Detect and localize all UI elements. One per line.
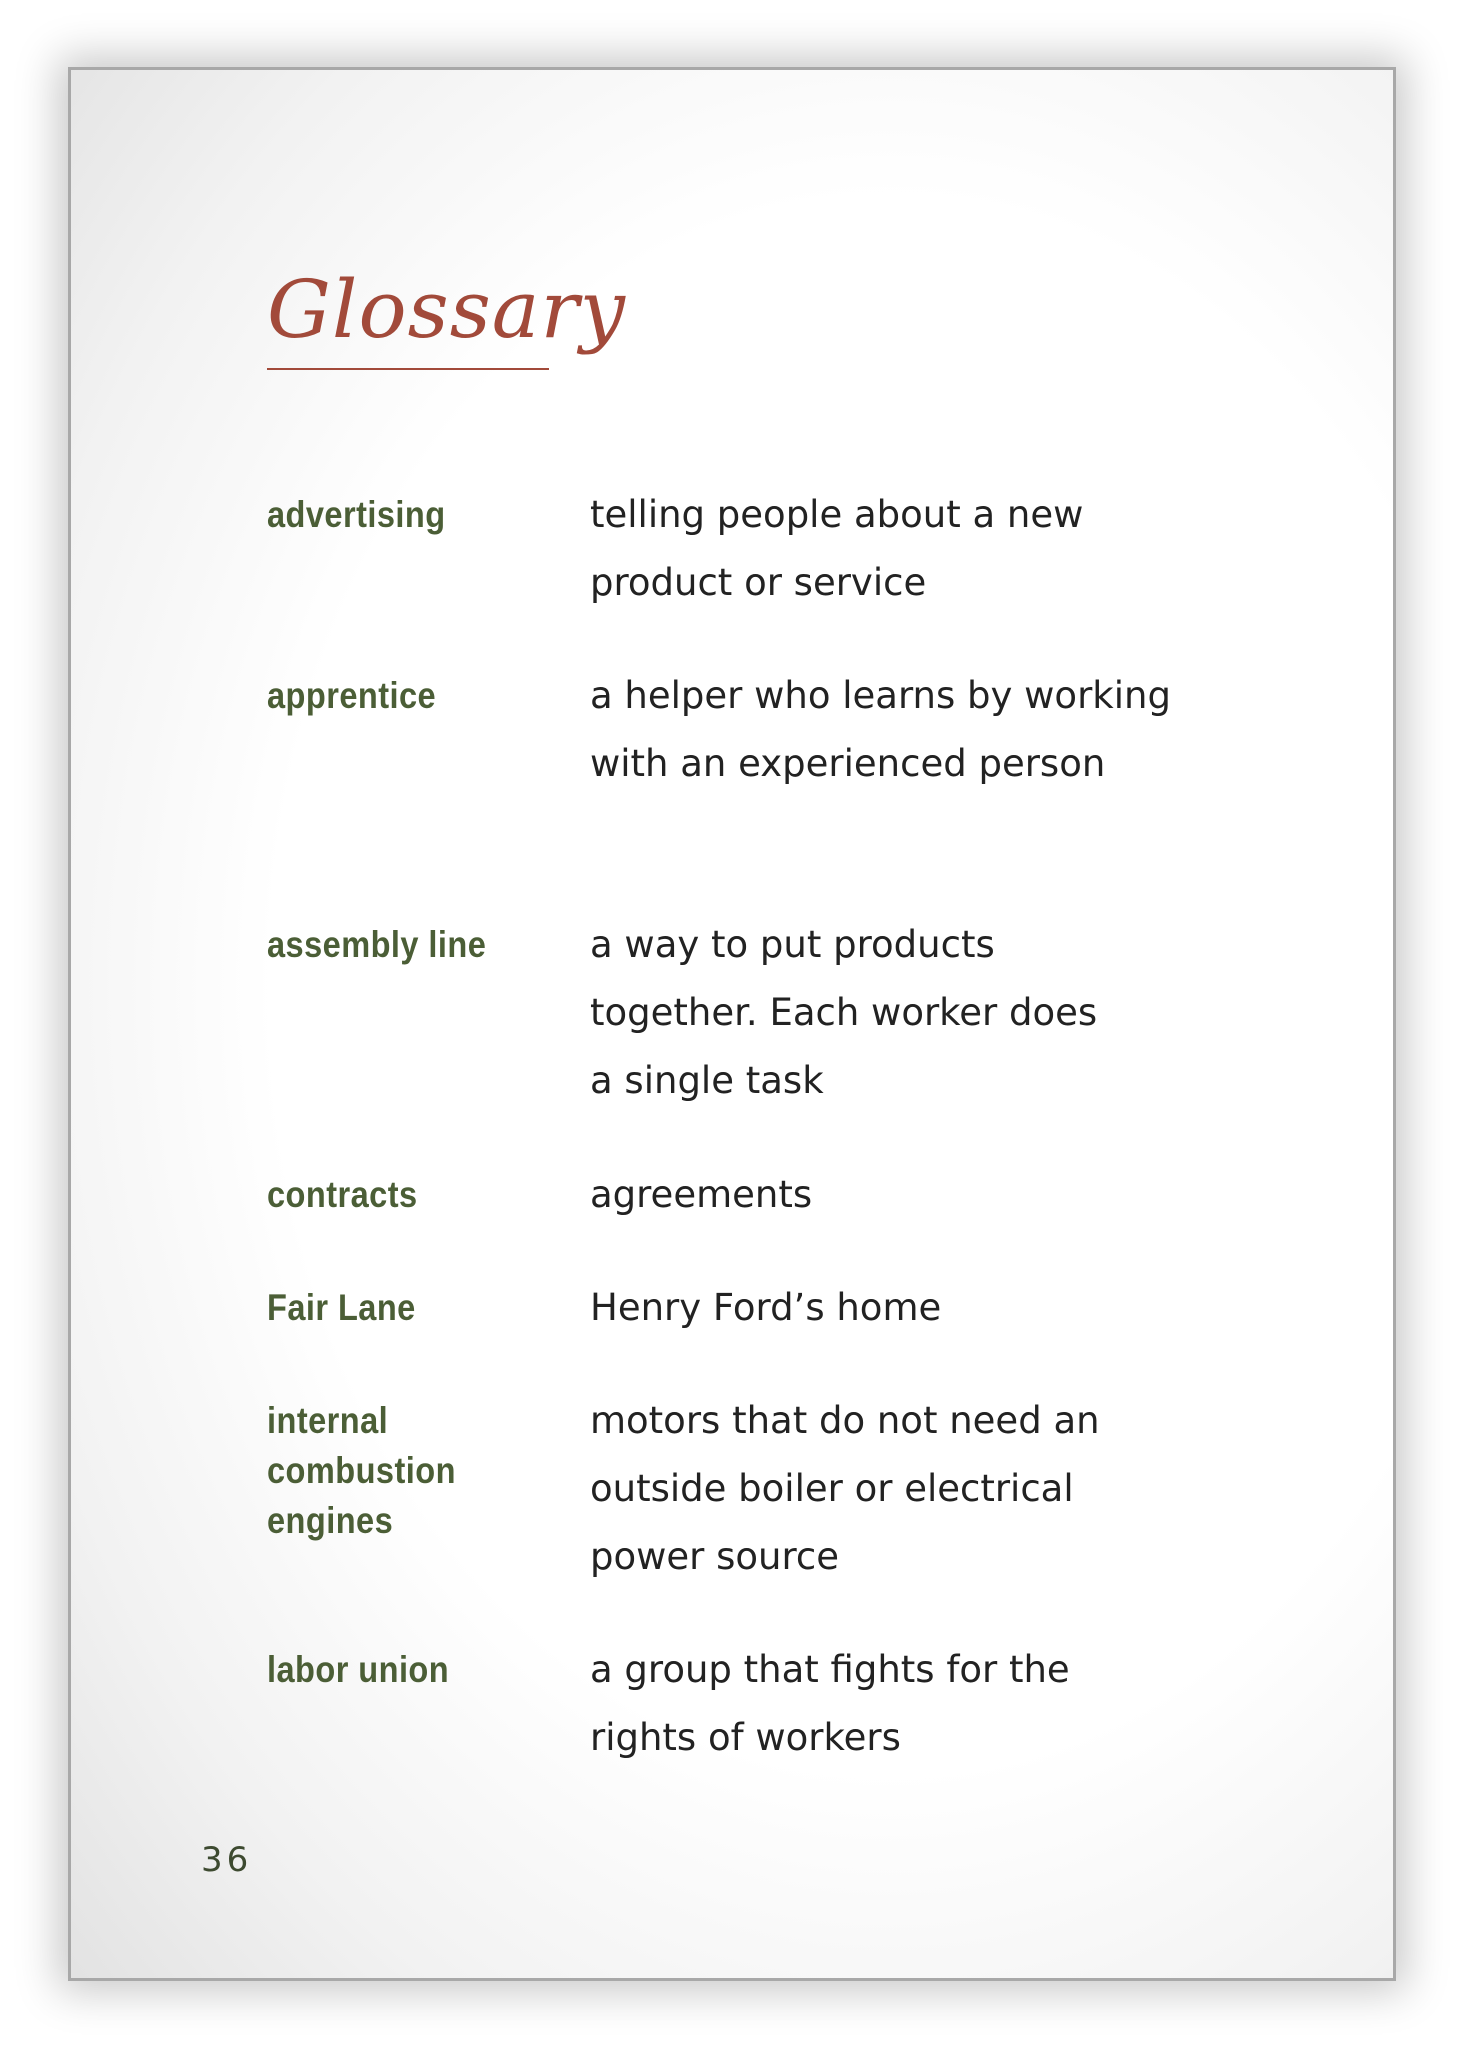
glossary-term: advertising bbox=[267, 494, 446, 535]
glossary-definition: a helper who learns by working with an experienced person bbox=[590, 674, 1171, 785]
glossary-term: assembly line bbox=[267, 924, 487, 965]
glossary-term: labor union bbox=[267, 1649, 450, 1690]
glossary-definition: agreements bbox=[590, 1173, 813, 1216]
glossary-definition: a group that fights for the rights of workers bbox=[590, 1648, 1070, 1759]
glossary-term: internal combustion engines bbox=[267, 1400, 456, 1541]
glossary-definition: telling people about a new product or service bbox=[590, 493, 1084, 604]
glossary-term: apprentice bbox=[267, 675, 437, 716]
glossary-term: Fair Lane bbox=[267, 1287, 416, 1328]
glossary-definition: motors that do not need an outside boiler or electrical power source bbox=[590, 1399, 1100, 1578]
glossary-definition: Henry Ford’s home bbox=[590, 1286, 942, 1329]
title-underline bbox=[267, 368, 549, 370]
glossary-term: contracts bbox=[267, 1174, 418, 1215]
page-number: 36 bbox=[201, 1840, 253, 1880]
glossary-definition: a way to put products together. Each worker does a single task bbox=[590, 923, 1098, 1102]
page-title: Glossary bbox=[267, 263, 626, 356]
book-page bbox=[68, 67, 1396, 1981]
